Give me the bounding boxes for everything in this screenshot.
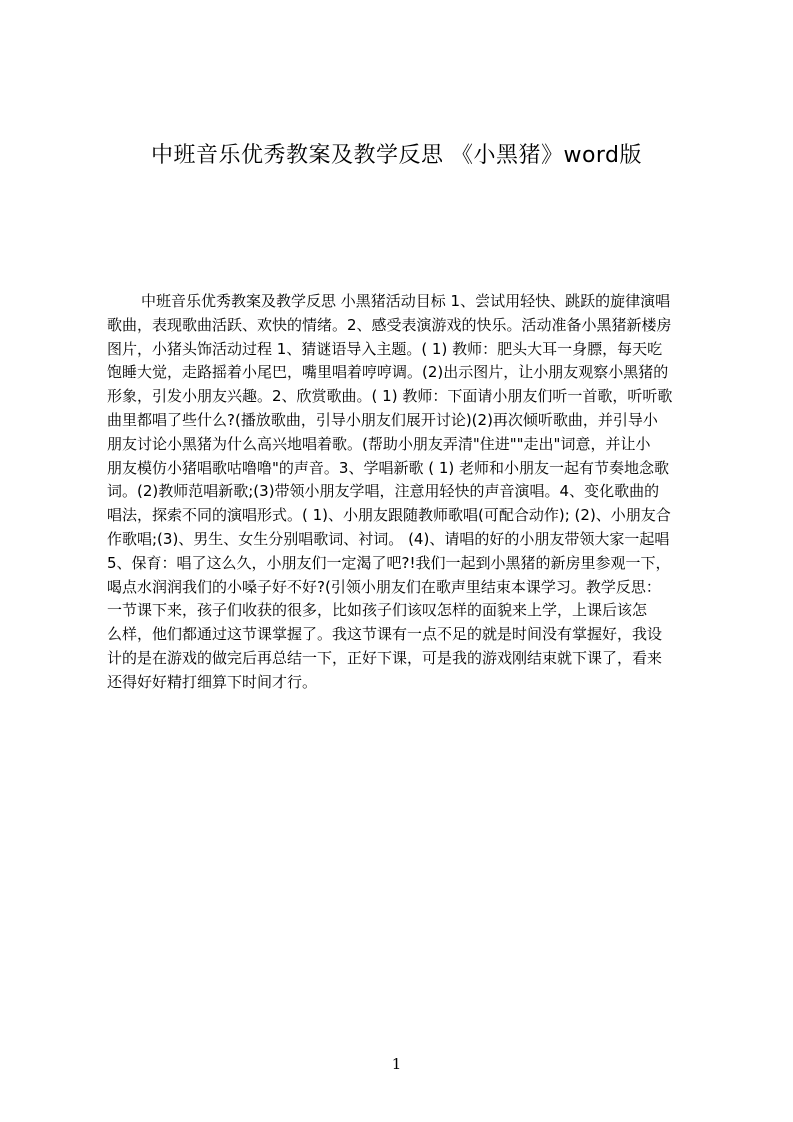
body-line: 5、保育：唱了这么久，小朋友们一定渴了吧?!我们一起到小黑猪的新房里参观一下， (107, 553, 671, 572)
body-line: 形象，引发小朋友兴趣。2、欣赏歌曲。( 1) 教师：下面请小朋友们听一首歌，听听歌 (107, 387, 673, 406)
body-line: 朋友讨论小黑猪为什么高兴地唱着歌。(帮助小朋友弄清"住进""走出"词意，并让小 (107, 434, 651, 453)
body-line: 歌曲，表现歌曲活跃、欢快的情绪。2、感受表演游戏的快乐。活动准备小黑猪新楼房 (107, 315, 672, 334)
body-line: 曲里都唱了些什么?(播放歌曲，引导小朋友们展开讨论)(2)再次倾听歌曲，并引导小 (107, 410, 658, 429)
body-line: 一节课下来，孩子们收获的很多，比如孩子们该叹怎样的面貌来上学，上课后该怎 (107, 601, 648, 620)
body-line: 唱法，探索不同的演唱形式。( 1)、小朋友跟随教师歌唱(可配合动作); (2)、小朋友合 (107, 506, 671, 525)
document-body (107, 290, 699, 695)
body-line: 饱睡大觉，走路摇着小尾巴，嘴里唱着哼哼调。(2)出示图片，让小朋友观察小黑猪的 (107, 363, 669, 382)
body-line: 作歌唱;(3)、男生、女生分别唱歌词、衬词。 (4)、请唱的好的小朋友带领大家一起唱 (107, 529, 670, 548)
page-number: 1 (391, 1055, 402, 1073)
body-line: 朋友模仿小猪唱歌咕噜噜"的声音。3、学唱新歌 ( 1) 老师和小朋友一起有节奏地念歌 (107, 458, 669, 477)
body-line: 中班音乐优秀教案及教学反思 小黑猪活动目标 1、尝试用轻快、跳跃的旋律演唱 (141, 292, 671, 310)
document-title: 中班音乐优秀教案及教学反思 《小黑猪》word版 (150, 143, 643, 168)
body-line: 图片，小猪头饰活动过程 1、猜谜语导入主题。( 1) 教师：肥头大耳一身膘，每天吃 (107, 339, 663, 358)
body-line: 喝点水润润我们的小嗓子好不好?(引领小朋友们在歌声里结束本课学习。教学反思： (107, 577, 661, 596)
body-line: 么样，他们都通过这节课掌握了。我这节课有一点不足的就是时间没有掌握好，我设 (107, 625, 663, 644)
body-line: 词。(2)教师范唱新歌;(3)带领小朋友学唱，注意用轻快的声音演唱。4、变化歌曲的 (107, 482, 660, 501)
body-line: 还得好好精打细算下时间才行。 (107, 672, 318, 691)
body-line: 计的是在游戏的做完后再总结一下，正好下课，可是我的游戏刚结束就下课了，看来 (107, 648, 663, 667)
